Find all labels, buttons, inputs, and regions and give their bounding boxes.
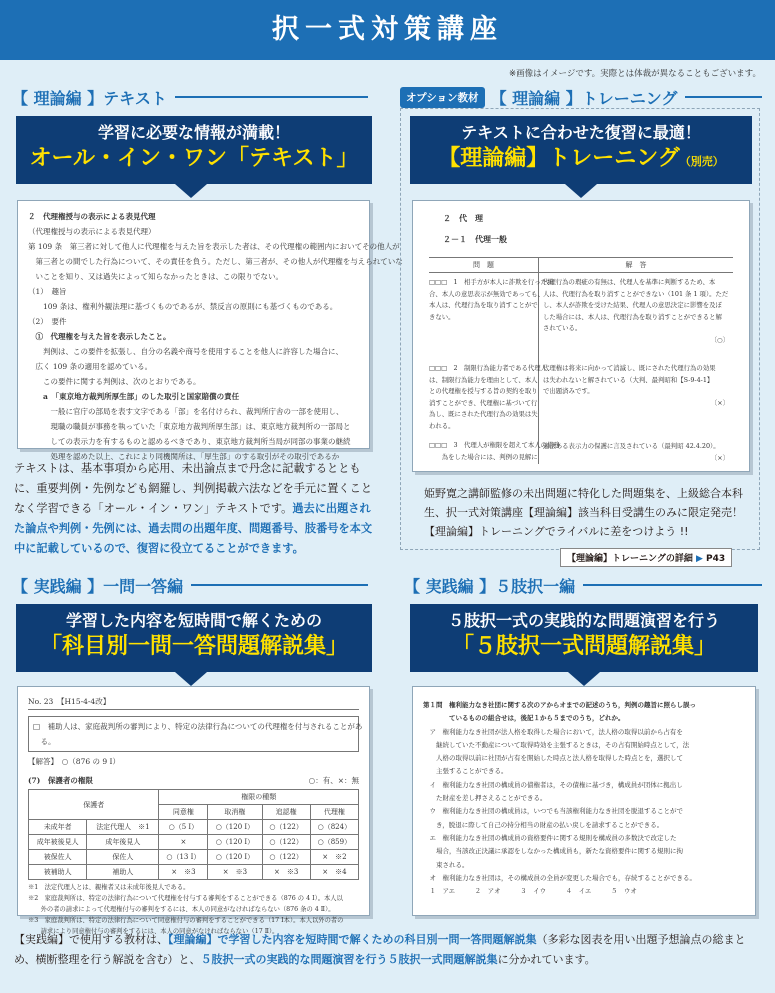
page-line: ア 権利能力なき社団が法人格を取得した場合において，法人格の取得以前から占有を: [423, 727, 683, 736]
question-line: 為し、既にされた代理行為の効果は失: [429, 410, 538, 418]
table-cell: × ※2: [310, 850, 358, 865]
banner-line2: オール・イン・ワン「テキスト」: [29, 146, 359, 171]
description-highlight: 過去に出題された論点や判例・先例には、過去問の出題年度、問題番号、肢番号を本文中に記載しているので、復習に役立てることができます。: [14, 502, 373, 555]
section-description: [424, 484, 756, 541]
page-line: □ 補助人は、家庭裁判所の審判により、特定の法律行為についての代理権を付与されることがあ: [33, 722, 363, 731]
page-line: ているものの組合せは，後記１から５までのうち，どれか。: [423, 714, 625, 723]
page-line: 第 109 条 第三者に対して他人に代理権を与えた旨を表示した者は、その代理権の範囲内においてその他人が: [28, 242, 400, 251]
table-cell: ○（5 Ⅰ）: [159, 820, 208, 835]
table-cell: ○（859）: [310, 835, 358, 850]
heading-rule: [685, 96, 762, 98]
question-column: [429, 273, 560, 464]
question-line: 合、本人の意思表示が無効であっても、: [429, 289, 544, 298]
banner-text: [16, 604, 372, 672]
section-heading-text: [400, 86, 762, 108]
banner-text: [410, 116, 752, 184]
question-line: □□□ 3 代理人が権限を超えて本人の債務: [429, 441, 560, 449]
table-header: 取消権: [208, 805, 262, 820]
page-line: き，脱退に際して自己の持分相当の財産の払い戻しを請求することができる。: [423, 820, 664, 829]
footer-text: 【実践編】で使用する教材は、: [14, 933, 168, 946]
column-header: 解 答: [625, 261, 647, 269]
page-line: 広く 109 条の適用を認めている。: [28, 362, 153, 371]
table-header: 追認権: [262, 805, 310, 820]
heading-rule: [175, 96, 368, 98]
table-cell: ○（13 Ⅰ）: [159, 850, 208, 865]
question-line: 消すことができ、代理権に基づいて行: [429, 398, 538, 407]
table-cell: × ※3: [208, 865, 262, 880]
banner-line1: テキストに合わせた復習に最適！: [461, 123, 701, 142]
question-box: [28, 716, 363, 752]
question-line: きない。: [429, 312, 455, 321]
page-line: ２ 代 理: [443, 213, 483, 223]
page-line: ウ 権利能力なき社団の構成員は，いつでも当該権利能力なき社団を脱退することがで: [423, 807, 683, 816]
page-line: 一般に官庁の部局を表す文字である「部」を名付けられ、裁判所庁舎の一部を使用し、: [28, 407, 344, 416]
banner-small: （別売）: [679, 155, 724, 168]
training-detail-link[interactable]: [560, 548, 732, 567]
page-line: いことを知り、又は過失によって知らなかったときは、この限りでない。: [28, 272, 283, 281]
table-cell: 被補助人: [29, 865, 87, 880]
answer-line: し、本人が詐欺を受けた結果、代理人の意思決定に影響を及ぼ: [543, 301, 722, 309]
table-cell: ○（120 Ⅰ）: [208, 835, 262, 850]
page-line: 判例は、この要件を拡張し、自分の名義や商号を使用することを他人に許容した場合に、: [28, 347, 343, 356]
page-line: （代理権授与の表示による表見代理）: [28, 227, 156, 236]
page-line: た財産を差し押さえることができる。: [423, 794, 547, 803]
table-note: ※2 家庭裁判所は、特定の法律行為について代理権を付与する審判をすることができる（876 の 4 Ⅰ）。本人以: [28, 895, 343, 902]
table-cell: 法定代理人 ※1: [87, 820, 159, 835]
page-title: 択一式対策講座: [0, 0, 775, 60]
section-title: 【 理論編 】テキスト: [12, 88, 167, 108]
page-line: ① 代理権を与えた旨を表示したこと。: [28, 332, 171, 341]
answer-line: は失われないと解されている（大判、最判昭和【S-9-4-1】: [543, 375, 714, 384]
page-line: 継続していた不動産について取得時効を主張するときは，その占有開始時点として，法: [423, 740, 690, 749]
page-line: 【解答】 ○（876 の 9 Ⅰ）: [28, 757, 120, 766]
banner-text: [410, 604, 758, 672]
table-cell: 成年被後見人: [29, 835, 87, 850]
question-line: との代理権を授与する旨の契約を取り: [429, 387, 538, 395]
section-description: [14, 459, 374, 559]
table-title: (7) 保護者の権限: [28, 776, 93, 785]
table-cell: × ※4: [310, 865, 358, 880]
page-line: オ 権利能力なき社団は，その構成員の全員が変更した場合でも，存続することができる。: [423, 873, 696, 882]
table-note: ※3 家庭裁判所は、特定の法律行為について同意権付与の審判をすることができる（17 Ⅰ本）。本人以外の者の: [28, 917, 344, 924]
table-cell: ○（120 Ⅰ）: [208, 820, 262, 835]
page-line: ２ 代理権授与の表示による表見代理: [28, 212, 156, 221]
page-line: 109 条は、権利外観法理に基づくものであるが、禁反言の原則にも基づくものである。: [28, 302, 338, 311]
page-line: 束される。: [423, 860, 469, 869]
footer-description: [14, 930, 764, 970]
table-header: 同意権: [159, 805, 208, 820]
banner-line2: 【理論編】トレーニング: [438, 146, 680, 171]
table-cell: 未成年者: [29, 820, 87, 835]
section-heading-text: [12, 86, 368, 108]
answer-mark: 〔○〕: [710, 335, 729, 344]
table-cell: × ※3: [159, 865, 208, 880]
table-row: [29, 835, 359, 850]
answer-line: 代理行為の瑕疵の有無は、代理人を基準に判断するため、本: [543, 278, 716, 286]
heading-rule: [583, 584, 762, 586]
banner-line1: 学習した内容を短時間で解くための: [65, 611, 322, 630]
table-row: [29, 865, 359, 880]
footer-highlight: 【理論編】で学習した内容を短時間で解くための科目別一問一答問題解説集: [168, 933, 537, 946]
section-heading-text: [404, 574, 762, 596]
table-legend: ○：有、×：無: [308, 776, 359, 785]
question-line: 本人は、代理行為を取り消すことがで: [429, 301, 538, 309]
answer-mark: 〔×〕: [710, 398, 729, 407]
answer-column: [539, 273, 733, 464]
question-line: われる。: [429, 421, 455, 430]
question-line: 為をした場合には、判例の見解に: [429, 452, 538, 461]
link-label: 【理論編】トレーニングの詳細: [567, 554, 693, 564]
answer-line: 代理権は将来に向かって消滅し、既にされた代理行為の効果: [543, 364, 716, 372]
option-badge: オプション教材: [400, 87, 485, 108]
table-cell: 成年後見人: [87, 835, 159, 850]
page-line: 主張することができる。: [423, 767, 508, 776]
table-cell: ×: [159, 835, 208, 850]
banner-line1: ５肢択一式の実践的な問題演習を行う: [447, 611, 720, 630]
table-cell: ○（122）: [262, 820, 310, 835]
page-line: イ 権利能力なき社団の構成員の債権者は，その債権に基づき，構成員が団体に拠出し: [423, 780, 683, 789]
answer-line: されている。: [543, 324, 582, 332]
table-cell: ○（120 Ⅰ）: [208, 850, 262, 865]
table-header: 代理権: [310, 805, 358, 820]
answer-line: で出題済みです。: [543, 387, 594, 395]
banner-arrow: [175, 184, 207, 198]
answer-line: 人は、代理行為を取り消すことができない（101 条 1 項）。ただ: [543, 289, 729, 298]
banner-text: [16, 116, 372, 184]
table-header: 保護者: [29, 790, 159, 820]
table-cell: 被保佐人: [29, 850, 87, 865]
rights-table: [28, 789, 359, 880]
multiple-choice-sample-page: [412, 686, 756, 916]
banner-line1: 学習に必要な情報が満載！: [97, 123, 290, 142]
section-heading-text: [12, 574, 368, 596]
page-line: 第１問 権利能力なき社団に関する次のアからオまでの記述のうち，判例の趣旨に照らし誤っ: [423, 701, 696, 709]
page-line: a 「東京地方裁判所厚生部」のした取引と国家賠償の責任: [28, 392, 240, 401]
banner-arrow: [175, 672, 207, 686]
page-line: 処理を認めた以上、これにより同機関所は、「厚生部」のする取引がその取引であるか: [28, 452, 340, 461]
banner-arrow: [565, 184, 597, 198]
page-line: しての表示力を有するものと認めるべきであり、東京地方裁判所当局が同部の事業の継続: [28, 437, 351, 446]
page-line: No. 23 【H15-4-4改】: [28, 694, 359, 710]
footer-text: に分かれています。: [497, 953, 596, 966]
banner-line2: 「５肢択一式問題解説集」: [451, 634, 716, 659]
table-cell: 補助人: [87, 865, 159, 880]
question-line: は、制限行為能力を理由として、本人: [429, 375, 538, 384]
table-cell: ○（122）: [262, 835, 310, 850]
page-line: 人格の取得以前に社団が占有を開始した時点と法人格を取得した時点とを，選択して: [423, 754, 683, 763]
section-title: 【 理論編 】トレーニング: [490, 88, 678, 108]
table-cell: ○（824）: [310, 820, 358, 835]
table-row: [29, 850, 359, 865]
text-sample-page: [17, 200, 403, 461]
page-line: （2） 要件: [28, 317, 67, 326]
training-sample-page: [412, 200, 750, 472]
page-line: ２－１ 代理一般: [443, 234, 507, 244]
table-cell: ○（122）: [262, 850, 310, 865]
table-header: 権限の種類: [159, 790, 359, 805]
triangle-right-icon: ▶: [695, 554, 703, 564]
table-note: ※1 法定代理人とは、親権者又は未成年後見人である。: [28, 884, 190, 891]
description-text: 【理論編】トレーニングでライバルに差をつけよう !!: [424, 525, 689, 538]
banner-arrow: [568, 672, 600, 686]
training-header: [429, 257, 733, 273]
page-line: （1） 趣旨: [28, 287, 67, 296]
table-cell: 保佐人: [87, 850, 159, 865]
page-line: る。: [33, 737, 56, 746]
banner-line2: 「科目別一問一答問題解説集」: [39, 634, 348, 659]
table-row: [29, 820, 359, 835]
page-line: エ 権利能力なき社団の構成員の資格要件に関する規則を構成員の多数決で改定した: [423, 833, 677, 842]
image-note: ※画像はイメージです。実際とは体裁が異なることもございます。: [508, 69, 761, 79]
description-text: テキストは、基本事項から応用、未出論点まで丹念に記載するとともに、重要判例・先例なども網羅し、判例掲載六法などを手元に置くことなく学習できる「オール・イン・ワン」テキストです。: [14, 462, 373, 515]
page-line: 現職の職員が事務を執っていた「東京地方裁判所厚生部」は、東京地方裁判所の一部局と: [28, 422, 351, 431]
heading-rule: [191, 584, 368, 586]
page-line: 第三者との間でした行為について、その責任を負う。ただし、第三者が、その他人が代理権を与えられていな: [28, 257, 403, 266]
link-page: P43: [706, 554, 726, 564]
question-line: □□□ 1 相手方が本人に詐欺を行った場: [429, 278, 554, 286]
column-header: 問 題: [429, 258, 539, 272]
answer-choices: １ アエ ２ アオ ３ イウ ４ イエ ５ ウオ: [423, 887, 637, 896]
section-title: 【 実践編 】一問一答編: [12, 576, 184, 596]
page-line: 場合，当該改正決議に承認をしなかった構成員も，新たな資格要件に関する規則に拘: [423, 847, 683, 856]
qa-sample-page: [17, 686, 370, 935]
table-note: 外の者の請求によって代理権付与の審判をするには、本人の同意がなければならない（876 条の 4 Ⅱ）。: [28, 906, 335, 913]
question-line: □□□ 2 制限行為能力者である代理人: [429, 364, 548, 372]
footer-highlight: ５肢択一式の実践的な問題演習を行う５肢択一式問題解説集: [200, 953, 498, 966]
answer-mark: 〔×〕: [710, 453, 729, 462]
answer-line: 適法ある表示力の保護に言及されている（最判昭 42.4.20）。: [543, 442, 720, 450]
training-body: [429, 273, 733, 464]
section-title: 【 実践編 】５肢択一編: [404, 576, 576, 596]
footer-text: （多彩な図表を用い出題予想論点の総まとめ、横断整理を行う解説を含む）と、: [14, 933, 746, 966]
table-note: 請求により同意権付与の審判をするには、本人の同意がなければならない（17 Ⅱ）。: [28, 928, 279, 935]
answer-line: した場合には、本人は、代理行為を取り消すことができると解: [543, 312, 722, 321]
page-line: この要件に関する判例は、次のとおりである。: [28, 377, 201, 386]
table-cell: × ※3: [262, 865, 310, 880]
description-text: 姫野寛之講師監修の未出問題に特化した問題集を、上級総合本科生、択一式対策講座【理論編】該当科目受講生のみに限定発売！: [424, 487, 743, 519]
